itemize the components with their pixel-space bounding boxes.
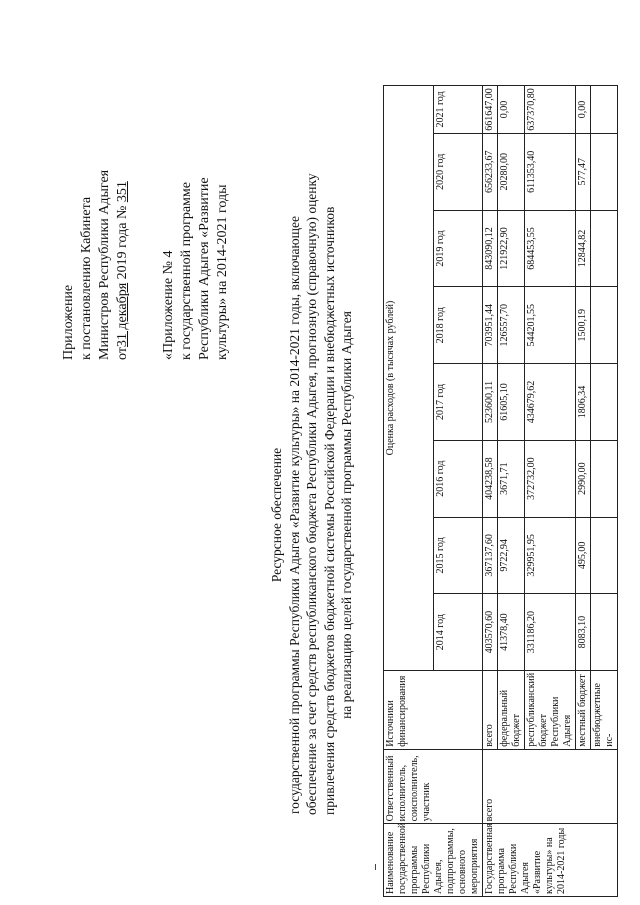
appendix-date-mid: 2019 года № <box>115 202 130 283</box>
value-cell: 9722,94 <box>498 517 525 594</box>
source-cell: внебюджетные ис- <box>591 670 618 749</box>
appendix-date: 31 декабря <box>115 282 130 348</box>
value-cell: 661647,00 <box>483 86 498 134</box>
value-cell: 703951,44 <box>483 287 498 364</box>
value-cell: 544201,55 <box>525 287 576 364</box>
value-cell: 611353,40 <box>525 133 576 210</box>
value-cell: 126557,70 <box>498 287 525 364</box>
value-cell: 0,00 <box>576 86 591 134</box>
header-year-2019: 2019 год <box>433 210 483 287</box>
source-cell: республиканский бюджет Республики Адыгея <box>525 670 576 749</box>
value-cell: 2990,00 <box>576 440 591 517</box>
title-line-2: государственной программы Республики Адыгея «Развитие культуры» на 2014-2021 годы, включающее <box>286 215 302 815</box>
appendix-date-prefix: от <box>115 347 130 360</box>
header-year-2021: 2021 год <box>433 86 483 134</box>
value-cell <box>591 594 618 671</box>
table-row <box>483 86 498 897</box>
source-cell: местный бюджет <box>576 670 591 749</box>
header-year-2018: 2018 год <box>433 287 483 364</box>
sub-appendix-line-2: к государственной программе <box>179 182 194 360</box>
value-cell: 41378,40 <box>498 594 525 671</box>
header-year-2014: 2014 год <box>433 594 483 671</box>
value-cell <box>591 517 618 594</box>
value-cell: 8083,10 <box>576 594 591 671</box>
appendix-line-1: Приложение <box>61 284 76 360</box>
value-cell <box>591 364 618 441</box>
value-cell: 577,47 <box>576 133 591 210</box>
value-cell: 684453,55 <box>525 210 576 287</box>
sub-appendix-line-3: Республики Адыгея «Развитие <box>197 177 212 360</box>
appendix-line-4 <box>114 170 132 360</box>
value-cell: 0,00 <box>498 86 525 134</box>
header-funding-source: Источники финансирования <box>384 670 483 749</box>
executor-cell: всего <box>483 749 618 824</box>
value-cell <box>591 133 618 210</box>
value-cell <box>591 86 618 134</box>
header-estimate: Оценка расходов (в тысячах рублей) <box>384 86 434 671</box>
source-cell: федеральный бюджет <box>498 670 525 749</box>
sub-appendix-block <box>160 177 232 360</box>
value-cell: 495,00 <box>576 517 591 594</box>
value-cell: 372732,00 <box>525 440 576 517</box>
appendix-line-2: к постановлению Кабинета <box>79 196 94 360</box>
value-cell: 523600,11 <box>483 364 498 441</box>
value-cell: 404238,58 <box>483 440 498 517</box>
appendix-line-3: Министров Республики Адыгея <box>97 169 112 360</box>
value-cell: 656233,67 <box>483 133 498 210</box>
value-cell: 3671,71 <box>498 440 525 517</box>
program-name-cell: Государственная программа Республики Адыгея «Развитие культуры» на 2014-2021 годы <box>483 824 618 897</box>
value-cell: 61605,10 <box>498 364 525 441</box>
value-cell <box>591 210 618 287</box>
title-line-1: Ресурсное обеспечение <box>269 447 284 583</box>
title-line-3: обеспечение за счет средств республиканского бюджета Республики Адыгея, прогнозную (справочную) оценку <box>304 173 319 815</box>
table-header-row <box>384 86 434 897</box>
value-cell <box>591 287 618 364</box>
value-cell: 1806,34 <box>576 364 591 441</box>
value-cell: 434679,62 <box>525 364 576 441</box>
value-cell: 403570,60 <box>483 594 498 671</box>
sub-appendix-line-1: «Приложение № 4 <box>161 250 176 360</box>
header-year-2020: 2020 год <box>433 133 483 210</box>
title-line-5: на реализацию целей государственной программы Республики Адыгея <box>339 311 354 719</box>
value-cell: 1500,19 <box>576 287 591 364</box>
header-year-2016: 2016 год <box>433 440 483 517</box>
value-cell: 637370,80 <box>525 86 576 134</box>
value-cell: 843090,12 <box>483 210 498 287</box>
pen-mark <box>375 864 376 870</box>
value-cell: 331186,20 <box>525 594 576 671</box>
value-cell: 12844,82 <box>576 210 591 287</box>
title-line-4: привлечения средств бюджетов бюджетной системы Российской Федерации и внебюджетных источников <box>321 206 337 815</box>
value-cell: 329951,95 <box>525 517 576 594</box>
header-year-2017: 2017 год <box>433 364 483 441</box>
appendix-number: 351 <box>115 181 130 203</box>
value-cell: 367137,60 <box>483 517 498 594</box>
header-program-name: Наименование государственной программы Республики Адыгея, подпрограммы, основного мероприятия <box>384 824 483 897</box>
header-year-2015: 2015 год <box>433 517 483 594</box>
document-title <box>268 173 356 815</box>
appendix-block <box>60 170 132 360</box>
value-cell <box>591 440 618 517</box>
value-cell: 121922,90 <box>498 210 525 287</box>
resource-table <box>383 85 618 897</box>
value-cell: 20280,00 <box>498 133 525 210</box>
sub-appendix-line-4: культуры» на 2014-2021 годы <box>215 184 230 360</box>
header-executor: Ответственный исполнитель, соисполнитель, участник <box>384 749 483 824</box>
source-cell: всего <box>483 670 498 749</box>
